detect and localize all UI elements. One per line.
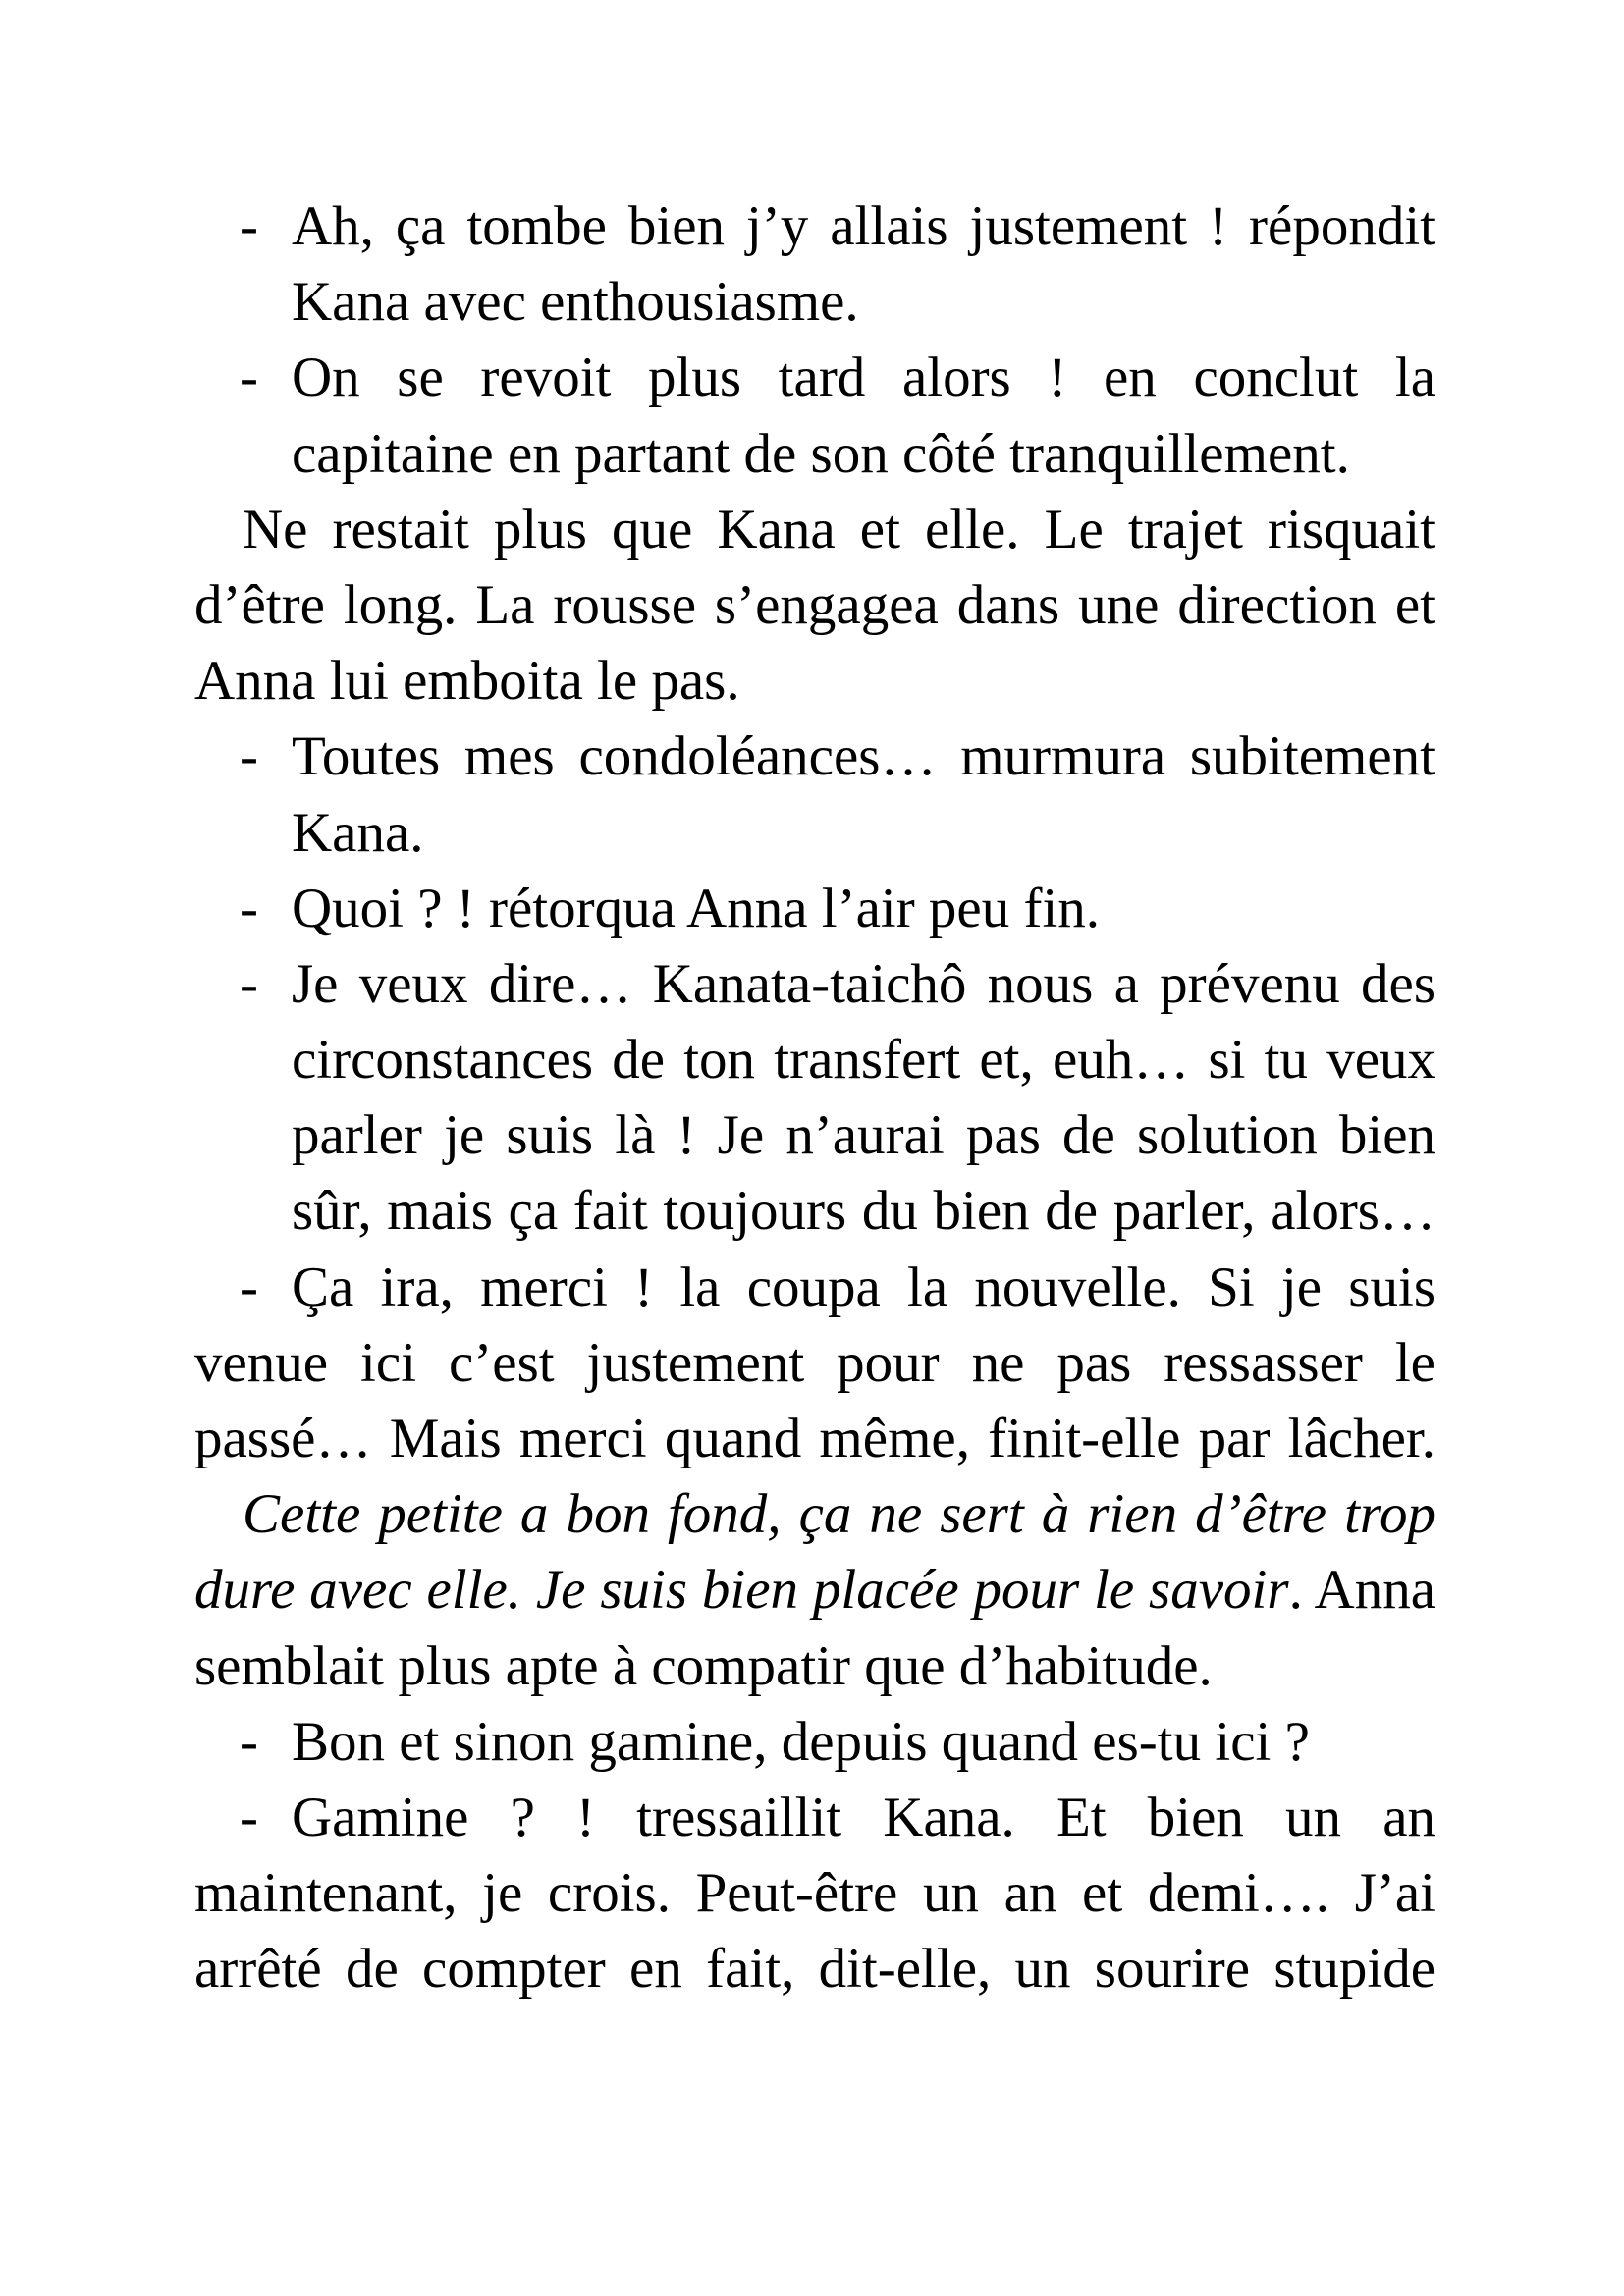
line-text [194, 1855, 1435, 1931]
line-text [194, 1552, 1435, 1628]
line-text [292, 1704, 1435, 1780]
line-text [292, 340, 1435, 415]
text-line [194, 492, 1435, 567]
text-segment: Toutes mes condoléances… murmura subitement [292, 725, 1435, 788]
dialogue-dash: - [240, 195, 258, 257]
text-line [194, 1401, 1435, 1476]
text-line [194, 795, 1435, 871]
text-segment: Ah, ça tombe bien j’y allais justement ! répondit [292, 195, 1435, 257]
dialogue-dash: - [240, 1786, 258, 1848]
text-segment: On se revoit plus tard alors ! en conclut la [292, 347, 1435, 409]
text-line [194, 1173, 1435, 1249]
line-text [243, 1476, 1435, 1552]
text-segment: semblait plus apte à compatir que d’habitude. [194, 1634, 1213, 1697]
text-line [194, 1022, 1435, 1097]
text-segment: parler je suis là ! Je n’aurai pas de solution bien [292, 1104, 1435, 1167]
text-segment: Anna lui emboita le pas. [194, 650, 740, 713]
dialogue-line [194, 871, 1435, 946]
text-segment: . Anna [1288, 1559, 1435, 1622]
line-text [292, 1022, 1435, 1097]
italic-text-segment: Cette petite a bon fond, ça ne sert à rien d’être trop [243, 1483, 1435, 1546]
text-line [194, 1325, 1435, 1401]
line-text [194, 567, 1435, 643]
text-line [194, 1629, 1435, 1704]
text-segment: capitaine en partant de son côté tranquillement. [292, 422, 1350, 485]
text-line [194, 1476, 1435, 1552]
text-segment: venue ici c’est justement pour ne pas ressasser le [194, 1331, 1435, 1394]
line-text [243, 492, 1435, 567]
line-text [292, 719, 1435, 794]
text-line [194, 1855, 1435, 1931]
dialogue-dash: - [240, 1710, 258, 1773]
text-line [194, 567, 1435, 643]
dialogue-dash: - [240, 347, 258, 409]
dialogue-dash: - [240, 1255, 258, 1318]
line-text [292, 1097, 1435, 1173]
text-segment: Je veux dire… Kanata-taichô nous a prévenu des [292, 952, 1435, 1015]
dialogue-line [194, 946, 1435, 1022]
text-line [194, 643, 1435, 719]
line-text [292, 1173, 1435, 1249]
text-segment: d’être long. La rousse s’engagea dans une direction et [194, 573, 1435, 636]
text-line [194, 264, 1435, 340]
dialogue-line [194, 188, 1435, 264]
text-segment: maintenant, je crois. Peut-être un an et demi…. J’ai [194, 1862, 1435, 1925]
line-text [292, 946, 1435, 1022]
text-segment: circonstances de ton transfert et, euh… si tu veux [292, 1029, 1435, 1092]
line-text [292, 871, 1435, 946]
text-segment: Bon et sinon gamine, depuis quand es-tu ici ? [292, 1710, 1310, 1773]
text-segment: Kana. [292, 801, 424, 864]
text-segment: Gamine ? ! tressaillit Kana. Et bien un an [292, 1786, 1435, 1848]
dialogue-line [194, 1704, 1435, 1780]
line-text [194, 1325, 1435, 1401]
line-text [194, 1401, 1435, 1476]
line-text [292, 188, 1435, 264]
dialogue-dash: - [240, 952, 258, 1015]
text-line [194, 1552, 1435, 1628]
line-text [194, 1931, 1435, 2006]
dialogue-line [194, 1780, 1435, 1855]
text-segment: Kana avec enthousiasme. [292, 271, 859, 334]
dialogue-dash: - [240, 877, 258, 939]
text-segment: arrêté de compter en fait, dit-elle, un sourire stupide [194, 1938, 1435, 2001]
text-segment: sûr, mais ça fait toujours du bien de parler, alors… [292, 1180, 1435, 1243]
dialogue-line [194, 340, 1435, 415]
line-text [292, 795, 1435, 871]
line-text [292, 1250, 1435, 1325]
line-text [194, 643, 1435, 719]
italic-text-segment: dure avec elle. Je suis bien placée pour le savoir [194, 1559, 1289, 1622]
line-text [292, 1780, 1435, 1855]
dialogue-line [194, 1250, 1435, 1325]
dialogue-dash: - [240, 725, 258, 788]
text-segment: Ne restait plus que Kana et elle. Le trajet risquait [243, 498, 1435, 561]
text-line [194, 1097, 1435, 1173]
text-line [194, 416, 1435, 492]
dialogue-line [194, 719, 1435, 794]
text-segment: Ça ira, merci ! la coupa la nouvelle. Si je suis [292, 1255, 1435, 1318]
text-segment: Quoi ? ! rétorqua Anna l’air peu fin. [292, 877, 1101, 939]
line-text [292, 264, 1435, 340]
line-text [292, 416, 1435, 492]
text-segment: passé… Mais merci quand même, finit-elle par lâcher. [194, 1408, 1435, 1469]
text-column [194, 188, 1435, 2007]
line-text [194, 1629, 1435, 1704]
text-line [194, 1931, 1435, 2006]
